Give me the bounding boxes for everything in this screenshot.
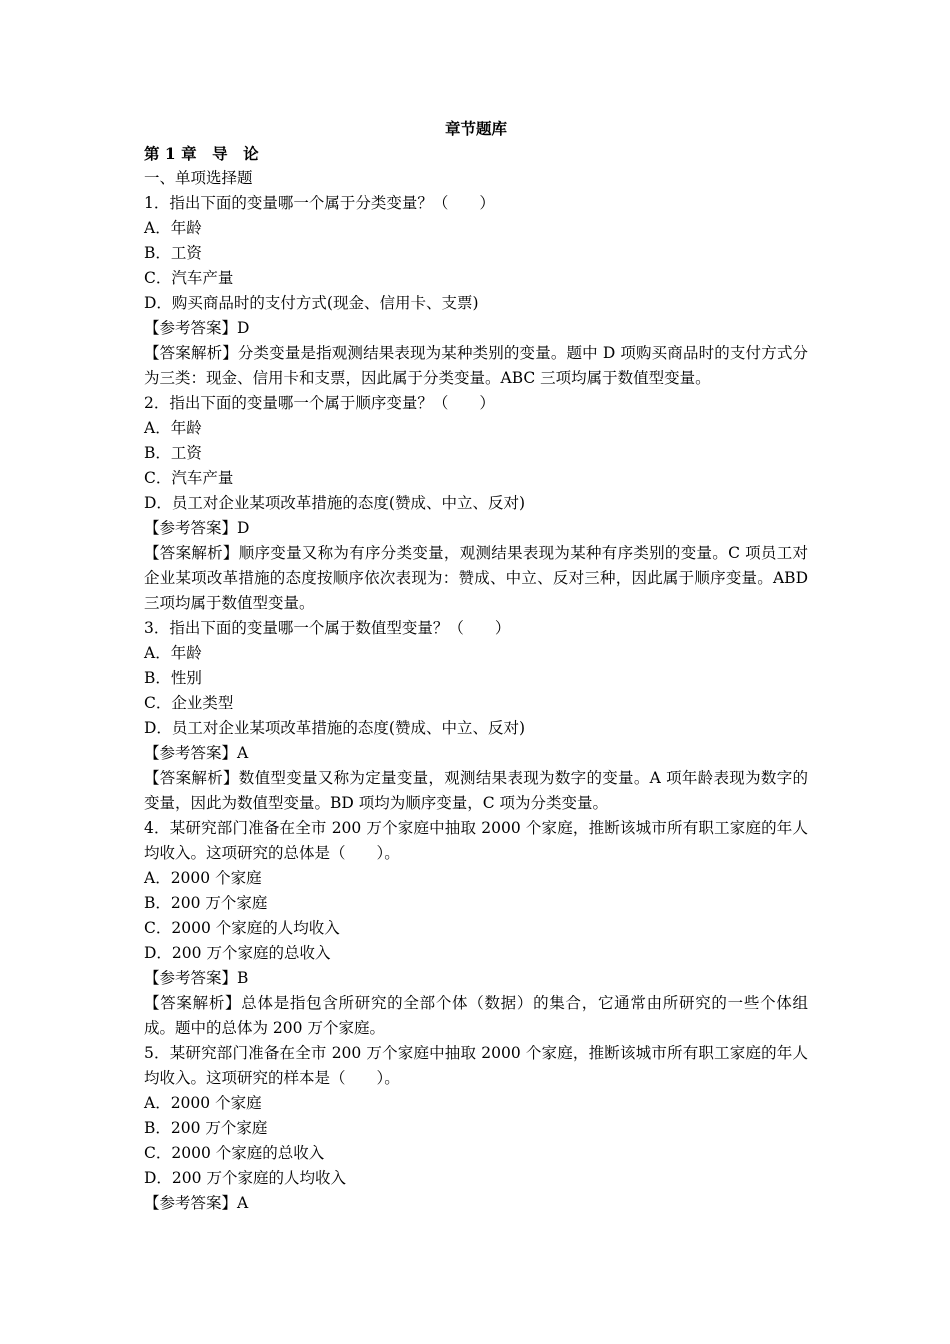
option-b: B．200 万个家庭	[144, 1119, 268, 1137]
question-stem: 2．指出下面的变量哪一个属于顺序变量？（ ）	[144, 394, 495, 412]
section-heading: 一、单项选择题	[144, 169, 253, 187]
question-5	[144, 1041, 808, 1216]
option-d: D．200 万个家庭的人均收入	[144, 1169, 346, 1187]
question-3	[144, 616, 808, 816]
reference-answer: 【参考答案】D	[144, 519, 250, 537]
option-a: A．年龄	[144, 219, 202, 237]
answer-analysis: 【答案解析】分类变量是指观测结果表现为某种类别的变量。题中 D 项购买商品时的支付方式分为三类：现金、信用卡和支票，因此属于分类变量。ABC 三项均属于数值型变量。	[144, 344, 808, 387]
option-d: D．200 万个家庭的总收入	[144, 944, 331, 962]
option-d: D．购买商品时的支付方式(现金、信用卡、支票)	[144, 294, 479, 312]
option-b: B．工资	[144, 244, 202, 262]
option-c: C．企业类型	[144, 694, 234, 712]
option-b: B．200 万个家庭	[144, 894, 268, 912]
question-1	[144, 191, 808, 391]
option-c: C．汽车产量	[144, 269, 234, 287]
question-stem: 4．某研究部门准备在全市 200 万个家庭中抽取 2000 个家庭，推断该城市所有职工家庭的年人均收入。这项研究的总体是（ ）。	[144, 819, 808, 862]
option-a: A．2000 个家庭	[144, 1094, 262, 1112]
option-a: A．2000 个家庭	[144, 869, 262, 887]
reference-answer: 【参考答案】B	[144, 969, 249, 987]
option-c: C．2000 个家庭的人均收入	[144, 919, 340, 937]
question-4	[144, 816, 808, 1041]
option-b: B．工资	[144, 444, 202, 462]
page-title: 章节题库	[444, 119, 507, 138]
question-stem: 3．指出下面的变量哪一个属于数值型变量？（ ）	[144, 619, 511, 637]
option-d: D．员工对企业某项改革措施的态度(赞成、中立、反对)	[144, 494, 526, 512]
option-c: C．汽车产量	[144, 469, 234, 487]
answer-analysis: 【答案解析】顺序变量又称为有序分类变量，观测结果表现为某种有序类别的变量。C 项员工对企业某项改革措施的态度按顺序依次表现为：赞成、中立、反对三种，因此属于顺序变量。ABD 三项均属于数值型变量。	[144, 544, 808, 612]
option-a: A．年龄	[144, 419, 202, 437]
reference-answer: 【参考答案】A	[144, 744, 249, 762]
reference-answer: 【参考答案】D	[144, 319, 250, 337]
question-stem: 5．某研究部门准备在全市 200 万个家庭中抽取 2000 个家庭，推断该城市所有职工家庭的年人均收入。这项研究的样本是（ ）。	[144, 1044, 808, 1087]
option-a: A．年龄	[144, 644, 202, 662]
option-c: C．2000 个家庭的总收入	[144, 1144, 325, 1162]
question-stem: 1．指出下面的变量哪一个属于分类变量？（ ）	[144, 194, 495, 212]
document-body	[144, 116, 808, 1216]
reference-answer: 【参考答案】A	[144, 1194, 249, 1212]
question-2	[144, 391, 808, 616]
answer-analysis: 【答案解析】数值型变量又称为定量变量，观测结果表现为数字的变量。A 项年龄表现为数字的变量，因此为数值型变量。BD 项均为顺序变量，C 项为分类变量。	[144, 769, 808, 812]
option-b: B．性别	[144, 669, 202, 687]
answer-analysis: 【答案解析】总体是指包含所研究的全部个体（数据）的集合，它通常由所研究的一些个体组成。题中的总体为 200 万个家庭。	[144, 994, 808, 1037]
option-d: D．员工对企业某项改革措施的态度(赞成、中立、反对)	[144, 719, 526, 737]
chapter-heading: 第 1 章 导 论	[144, 144, 259, 163]
